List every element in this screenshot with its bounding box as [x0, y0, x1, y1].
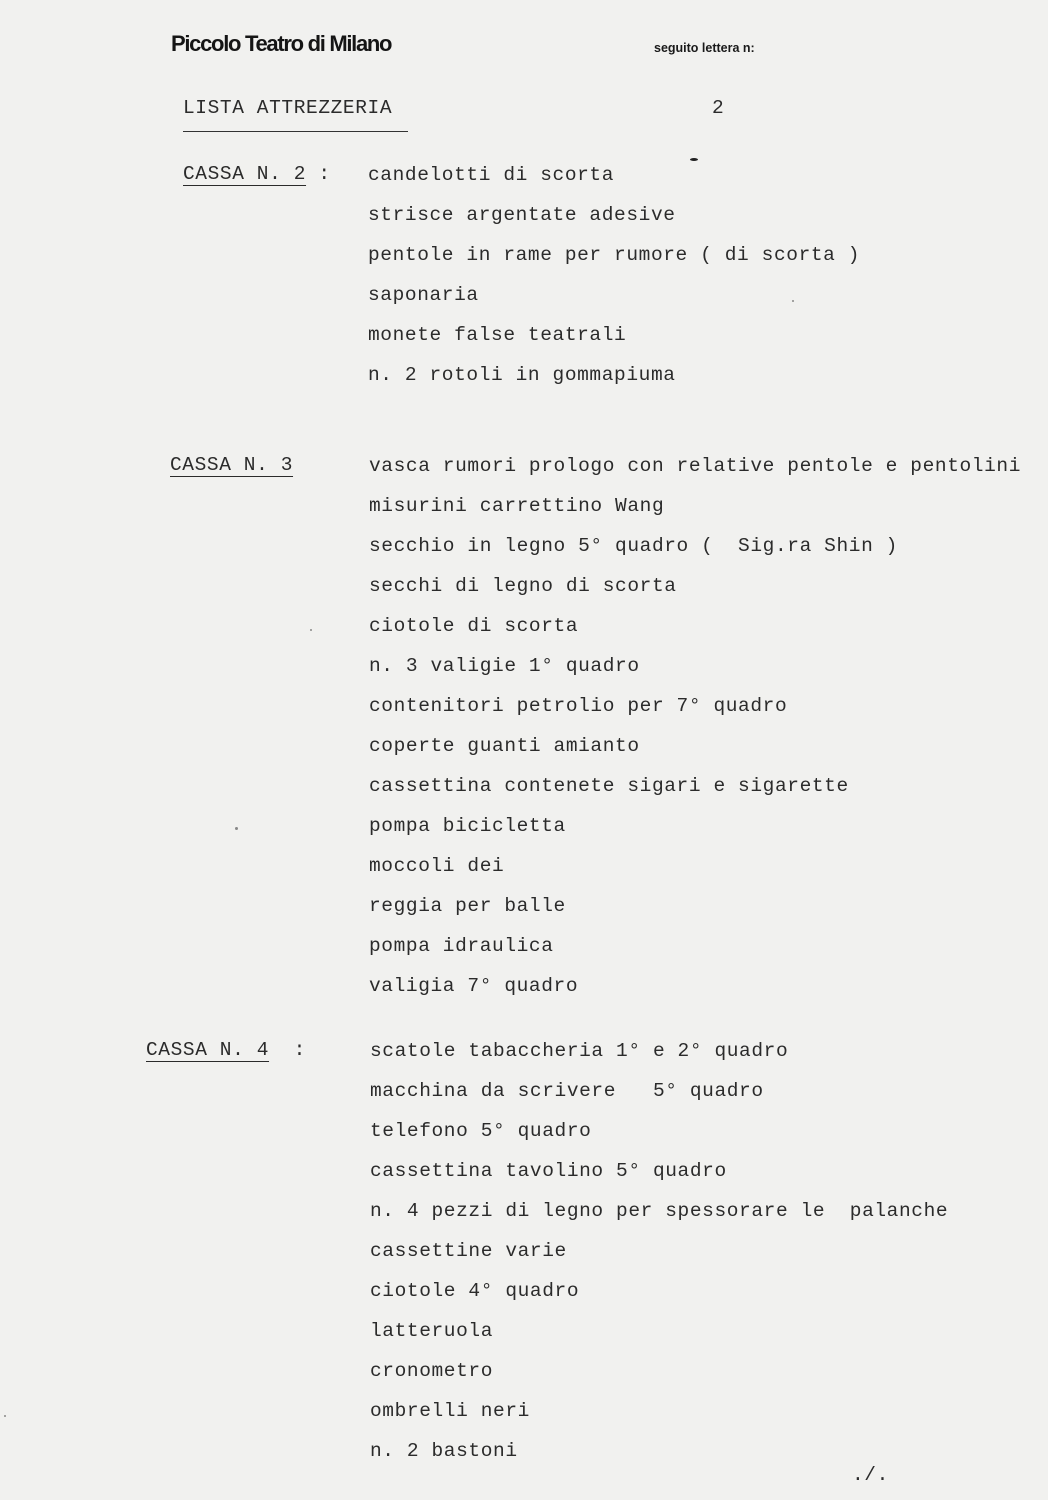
section-heading-cassa-3	[170, 454, 293, 476]
list-item: n. 3 valigie 1° quadro	[369, 655, 640, 677]
section-heading-cassa-2	[183, 163, 331, 185]
list-item: candelotti di scorta	[368, 164, 615, 186]
section-label: CASSA N. 3	[170, 454, 294, 476]
list-item: ombrelli neri	[370, 1400, 530, 1422]
list-item: ciotole di scorta	[369, 615, 579, 637]
list-item: saponaria	[368, 284, 479, 306]
list-item: pentole in rame per rumore ( di scorta )	[368, 244, 861, 266]
list-item: secchio in legno 5° quadro ( Sig.ra Shin )	[369, 535, 898, 557]
title-underline	[183, 131, 408, 132]
item-list-cassa-4	[370, 1039, 948, 1479]
item-list-cassa-3	[369, 454, 1048, 1014]
paper-speck	[235, 827, 238, 830]
ink-speck	[690, 158, 698, 161]
section-suffix: :	[318, 163, 331, 185]
section-heading-cassa-4	[146, 1039, 306, 1061]
section-label: CASSA N. 4	[146, 1039, 270, 1061]
list-item: cassettina tavolino 5° quadro	[370, 1160, 727, 1182]
list-item: cassettina contenete sigari e sigarette	[369, 775, 849, 797]
section-label: CASSA N. 2	[183, 163, 307, 185]
letterhead-logo: Piccolo Teatro di Milano	[171, 31, 392, 56]
list-item: latteruola	[370, 1320, 494, 1342]
paper-speck	[792, 300, 794, 302]
list-item: n. 2 bastoni	[370, 1440, 518, 1462]
list-item: contenitori petrolio per 7° quadro	[369, 695, 788, 717]
document-title: LISTA ATTREZZERIA	[183, 97, 393, 119]
list-item: n. 2 rotoli in gommapiuma	[368, 364, 676, 386]
list-item: reggia per balle	[369, 895, 566, 917]
paper-speck	[310, 629, 312, 631]
section-suffix: :	[293, 1039, 306, 1061]
paper-speck	[4, 1415, 6, 1417]
list-item: ciotole 4° quadro	[370, 1280, 580, 1302]
list-item: secchi di legno di scorta	[369, 575, 677, 597]
item-list-cassa-2	[368, 163, 860, 403]
page-number: 2	[712, 97, 725, 119]
list-item: pompa idraulica	[369, 935, 554, 957]
continuation-mark: ./.	[852, 1464, 889, 1486]
list-item: vasca rumori prologo con relative pentole e pentolini	[369, 455, 1022, 477]
list-item: strisce argentate adesive	[368, 204, 676, 226]
seguito-lettera-label: seguito lettera n:	[654, 41, 755, 55]
list-item: scatole tabaccheria 1° e 2° quadro	[370, 1040, 789, 1062]
list-item: cassettine varie	[370, 1240, 567, 1262]
list-item: cronometro	[370, 1360, 494, 1382]
list-item: n. 4 pezzi di legno per spessorare le palanche	[370, 1200, 949, 1222]
list-item: pompa bicicletta	[369, 815, 566, 837]
list-item: misurini carrettino Wang	[369, 495, 665, 517]
list-item: macchina da scrivere 5° quadro	[370, 1080, 764, 1102]
list-item: coperte guanti amianto	[369, 735, 640, 757]
list-item: valigia 7° quadro	[369, 975, 579, 997]
list-item: telefono 5° quadro	[370, 1120, 592, 1142]
list-item: monete false teatrali	[368, 324, 627, 346]
list-item: moccoli dei	[369, 855, 505, 877]
